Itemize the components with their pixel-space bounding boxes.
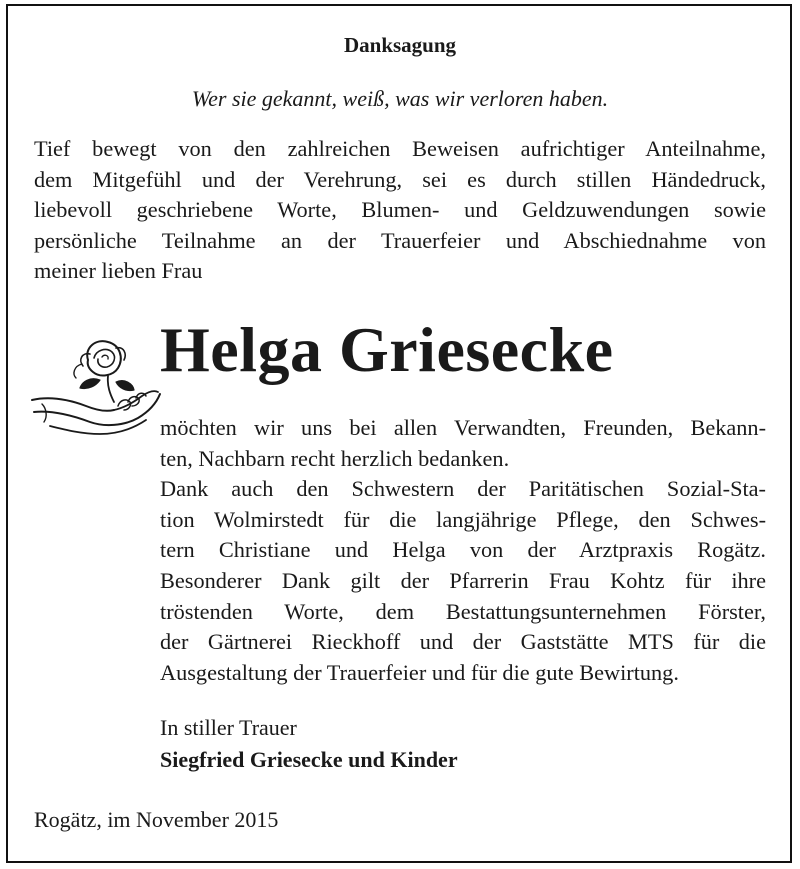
body-line: tion Wolmirstedt für die langjährige Pflege, den Schwes- bbox=[160, 506, 766, 532]
body-line: tröstenden Worte, dem Bestattungsunternehmen Förster, bbox=[160, 598, 766, 624]
body-line: der Gärtnerei Rieckhoff und der Gaststätte MTS für die bbox=[160, 629, 766, 655]
thanks-paragraph bbox=[160, 413, 766, 688]
rose-in-hands-icon bbox=[30, 330, 165, 440]
body-line: Besonderer Dank gilt der Pfarrerin Frau Kohtz für ihre bbox=[160, 567, 766, 593]
body-line: Ausgestaltung der Trauerfeier und für die gute Bewirtung. bbox=[160, 659, 679, 685]
body-line: tern Christiane und Helga von der Arztpraxis Rogätz. bbox=[160, 537, 766, 563]
signers: Siegfried Griesecke und Kinder bbox=[160, 747, 458, 772]
intro-line: meiner lieben Frau bbox=[34, 258, 203, 283]
closing-phrase: In stiller Trauer bbox=[160, 715, 297, 740]
deceased-name: Helga Griesecke bbox=[160, 314, 614, 385]
place-and-date: Rogätz, im November 2015 bbox=[34, 807, 279, 832]
intro-line: persönliche Teilnahme an der Trauerfeier und Abschiednahme von bbox=[34, 227, 766, 253]
intro-paragraph bbox=[34, 134, 766, 287]
body-line: Dank auch den Schwestern der Paritätischen Sozial-Sta- bbox=[160, 476, 766, 502]
notice-title: Danksagung bbox=[343, 33, 457, 57]
intro-line: liebevoll geschriebene Worte, Blumen- und Geldzuwendungen sowie bbox=[34, 197, 766, 222]
body-line: ten, Nachbarn recht herzlich bedanken. bbox=[160, 445, 510, 471]
body-line: möchten wir uns bei allen Verwandten, Freunden, Bekann- bbox=[160, 415, 766, 440]
motto: Wer sie gekannt, weiß, was wir verloren haben. bbox=[191, 86, 609, 111]
intro-line: dem Mitgefühl und der Verehrung, sei es durch stillen Händedruck, bbox=[34, 166, 766, 192]
intro-line: Tief bewegt von den zahlreichen Beweisen aufrichtiger Anteilnahme, bbox=[34, 136, 766, 161]
